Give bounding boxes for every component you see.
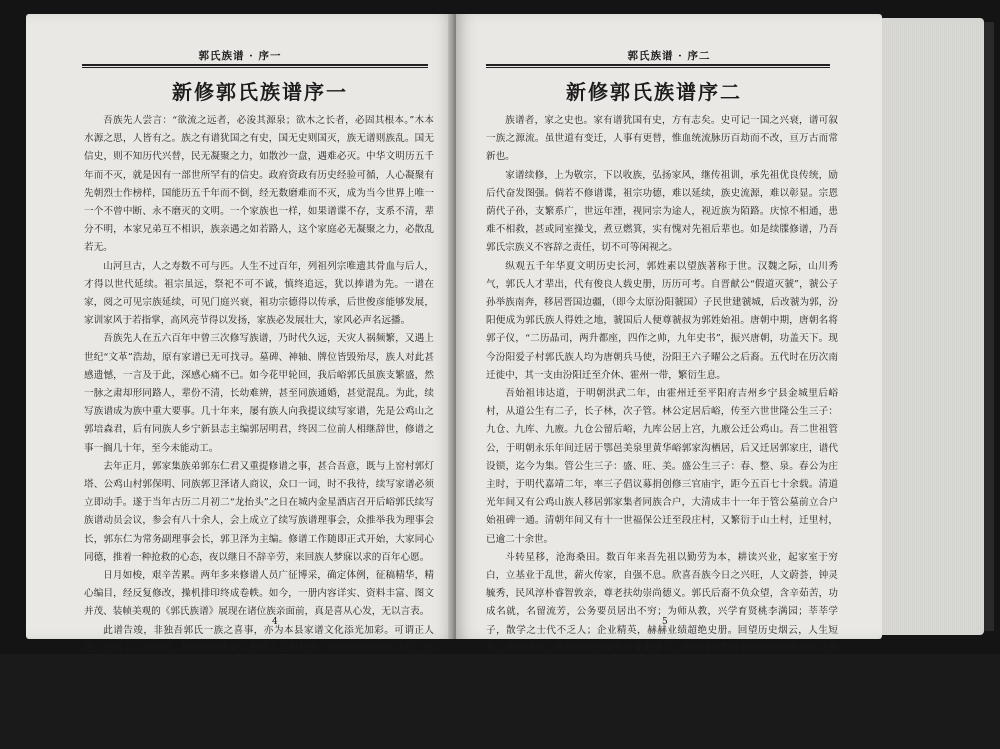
paragraph: 日月如梭，艰辛苦累。两年多来修谱人员广征博采，确定体例，征稿精华，精心编目，经反复修改，操机排印终成卷帙。如今，一册内容详实、资料丰富、图文并茂、装帧美观的《郭氏族谱》展现在诸位族亲面前，真是喜从心发，无以言表。 (84, 570, 434, 618)
page-stack-edge (882, 18, 984, 635)
book-cover-edge (984, 22, 994, 631)
page-title: 新修郭氏族谱序二 (566, 80, 742, 104)
running-head: 郭氏族谱 · 序二 (627, 50, 711, 62)
paragraph: 吾族先人尝言：“欲流之远者，必浚其源泉；欲木之长者，必固其根本。”木本水源之思，人皆有之。族之有谱犹国之有史，国无史则国灭，族无谱则族乱。国无信史，则不知历代兴替，民无凝聚之力，如散沙一盘，遇难必灭。中华文明历五千年而不灭，就是因有一部世所罕有的信史。政府资政有历史经验可循，人心凝聚有先朝烈士作榜样，国能历五千年而不倒，经无数磨难而不灭，成为当今世界上唯一一个不曾中断、永不磨灭的文明。一个家族也一样，如果谱谍不存，支系不清，辈分不明，本家兄弟互不相识，族亲遇之如若路人，这个家庭必无凝聚之力，必散乱若无。 (84, 115, 434, 254)
paragraph: 吾始祖讳达道，于明朝洪武二年，由霍州迁至平阳府吉州乡宁县金城里后峪村，从道公生有二子，长子林，次子管。林公定居后峪，传至六世世隆公生三子：九仓、九库、九廒。九仓公留后峪，九库公居上宫，九廒公迁公鸡山。吾二世祖管公，于明朝永乐年间迁居于鄂邑美泉里黄华峪郭家沟栖居，后又迁居郭家庄，谱代设锁，迄今为集。管公生三子：盛、旺、美。盛公生三子：春、整、泉。春公为庄主时，于明代嘉靖二年，率三子倡议募捐创修三官庙宇，距今五百七十余载。清道光年间又有公鸡山族人移居郭家集者同族合户，大清成丰十一年于管公墓前立合户始祖碑一通。清朝年间又有十一世福保公迁至段庄村，又繁衍于山土村，迁里村，已逾二十余世。 (486, 388, 838, 545)
running-head: 郭氏族谱 · 序一 (198, 50, 282, 62)
paragraph: 余秉不肖，仕途坎坷，未能成器。蒙先祖之荫庇，攻克命发，虽供职于都市，却心系于桑石，久蓄修谱之志，因才疏学浅，且无余闲，徒令有志而未逮。每每念及，深以为忧。退休之年，幸有乡友王天贵先生之建议，重甫修谱之念，即与同族贤达共商修谱事宜。此番壮举，众皆赞许。遂由族人文学士贯诚兄之统 (486, 679, 838, 745)
paragraph: 族谱者，家之史也。家有谱犹国有史，方有志矣。史可记一国之兴衰，谱可叙一族之源流。虽世道有变迁，人事有更替，惟血统流脉历百劫而不改，亘万古而常新也。 (486, 115, 838, 163)
left-page (26, 14, 454, 735)
paragraph: 家谱续修，上为敬宗，下以收族，弘扬家风，继传祖训，承先祖优良传统，励后代奋发图强。倘若不修谱谍，祖宗功德，难以延续，族史流源，难以彰显。宗恩荫代子孙，支繁系广，世远年湮，视同宗为途人，视近族为陌路。庆惊不相通，患难不相救，甚或同室操戈，煮豆燃箕，实有愧对先祖后辈也。如是续牒修谱，乃吾郭氏宗族义不容辞之责任，切不可等闲视之。 (486, 169, 838, 254)
paragraph: 纵观五千年华夏文明历史长河，郭姓素以望族著称于世。汉魏之际，山川秀气，郭氏人才辈出，代有俊良人载史册，历历可考。自晋献公“假道灭虢”，虢公子孙举族南奔，移居晋国边疆，（即今太原汾阳虢国）子民世建虢城，后改虢为郭，汾阳便成为郭氏族人得姓之地，虢国后人便尊虢叔为郭姓始祖。唐朝中期，唐朝名将郭子仪，“二历晶司，两升都座，四作之帅，九年史书”，振兴唐朝，功盖天下。现今汾阳爱子村郭氏族人均为唐朝兵马使，汾阳王六子曜公之后裔。五代时在历次南迁徙中，其一支由汾阳迁至介休、霍州一带，繁衍生息。 (486, 260, 838, 381)
signature-date: 公元二〇一六年六月六日 (328, 723, 434, 735)
paragraph: 斗转星移，沧海桑田。数百年来吾先祖以勤劳为本，耕读兴业，起家室于穷白，立基业于乱世，薪火传家，自强不息。欣喜吾族今日之兴旺，人文蔚荟，钟灵毓秀，民风淳朴睿智敦亲，尊老扶幼崇尚德义。郭氏后裔不负众望，含辛茹苦，功成名就，名留流芳，公务要员居出不穷；为师从教，兴学育贤桃李满园；莘莘学子，散学之士代不乏人；企业精英，赫赫业绩超绝史册。回望历史烟云，人生短暂，筑如流星，然吾郭氏宗亲不谓青史留名，尚能将失散异乡同族回归大家族之怀抱，在其族谱中尚记名讳，足也。 (486, 551, 838, 673)
page-number: 5 (662, 617, 668, 627)
author-signature: 后峪郭氏第十九世孙郭贯诚 沐手敬撰 (277, 705, 434, 717)
header-rule (82, 64, 428, 68)
header-rule (486, 64, 830, 68)
paragraph: 此谱告竣，非独吾郭氏一族之喜事，亦为本县家谱文化添光加彩。可谓正人伦、鉴古今、振家风、睦族亲的大业。愿族人互相勉励，发扬祖功宗德于当代，建立丰功伟业于此时，生做不愧先人之后，殁做不辱后人之先。 (84, 624, 434, 673)
right-page (456, 14, 882, 745)
paragraph: 是为序 (103, 679, 132, 691)
preface-body (486, 112, 838, 749)
paragraph: 吾族先人在五六百年中曾三次修写族谱，乃时代久远，天灾人祸频繁，又遇上世纪“文革”浩劫，原有家谱已无可找寻。墓碑、神轴、牌位皆毁殆尽，族人对此甚感遗憾，一言及于此，深感心痛不已。如今花甲轮回，我后峪郭氏虽族支繁盛，然一脉之肃却形同路人，辈份不清，长幼难辨，甚至同族通婚，甚觉混乱。为此，续写族谱成为族中重大要事。几十年来，屡有族人向我提议续写家谱，先是公鸡山之郭培森君，后有同族人乡宁新县志主编郭居明君，终因二位前人相继辞世，修谱之事一搁几十年，至今未能动工。 (84, 333, 434, 454)
page-number: 4 (272, 617, 278, 627)
page-title: 新修郭氏族谱序一 (172, 80, 348, 104)
paragraph: 山河旦古，人之寿数不可与匹。人生不过百年，列祖列宗唯遗其骨血与后人，才得以世代延续。祖宗虽远，祭祀不可不诚，慎终追远，犹以捧谱为先。一谱在家，阅之可见宗族延续，可见门庭兴衰，祖功宗德得以传承，后世俊彦能够发展，家训家风于若指掌，高风亮节得以发扬，家族必发展壮大，家风必声名远播。 (84, 260, 434, 327)
paragraph: 去年正月，郭家集族弟郭东仁君又重提修谱之事，甚合吾意，既与上窑村郭灯塔、公鸡山村郭保明、同族郭卫泽诸人商议，众口一词，时不我待，续写家谱必须立即动手。遂于当年古历二月初二“龙抬头”之日在城内金星酒店召开后峪郭氏续写族谱动员会议，参会有八十余人，会上成立了续写族谱理事会，众推举我为理事会长，郭东仁为常务副理事会长，郭卫泽为主编。修谱工作随即正式开始，大家同心同德，推着一种抢救的心态，夜以继日不辞辛劳，来回族人梦寐以求的百年心愿。 (84, 460, 434, 563)
preface-body (84, 112, 434, 739)
